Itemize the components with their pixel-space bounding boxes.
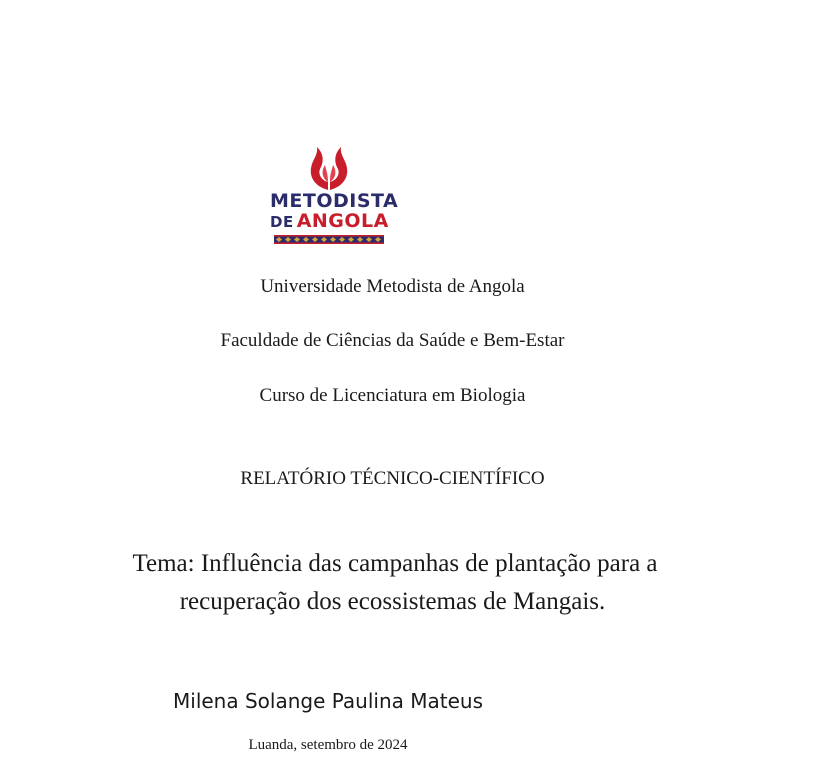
university-logo [270, 140, 399, 248]
place-date: Luanda, setembro de 2024 [248, 737, 408, 753]
university-name: Universidade Metodista de Angola [260, 276, 525, 297]
logo-wordmark-main: ANGOLA [296, 210, 389, 232]
theme-line-1: Tema: Influência das campanhas de plantação para a [132, 550, 658, 577]
logo-wordmark-line2 [270, 210, 389, 232]
author-name: Milena Solange Paulina Mateus [173, 689, 483, 713]
course-name: Curso de Licenciatura em Biologia [259, 385, 526, 406]
decorative-pattern-band [274, 235, 384, 244]
logo-wordmark-line1: METODISTA [270, 190, 399, 212]
report-type: RELATÓRIO TÉCNICO-CIENTÍFICO [240, 468, 545, 489]
logo-wordmark-prefix: DE [270, 213, 294, 231]
flame-icon [304, 144, 354, 192]
theme-line-2: recuperação dos ecossistemas de Mangais. [179, 588, 606, 615]
faculty-name: Faculdade de Ciências da Saúde e Bem-Estar [220, 330, 565, 351]
